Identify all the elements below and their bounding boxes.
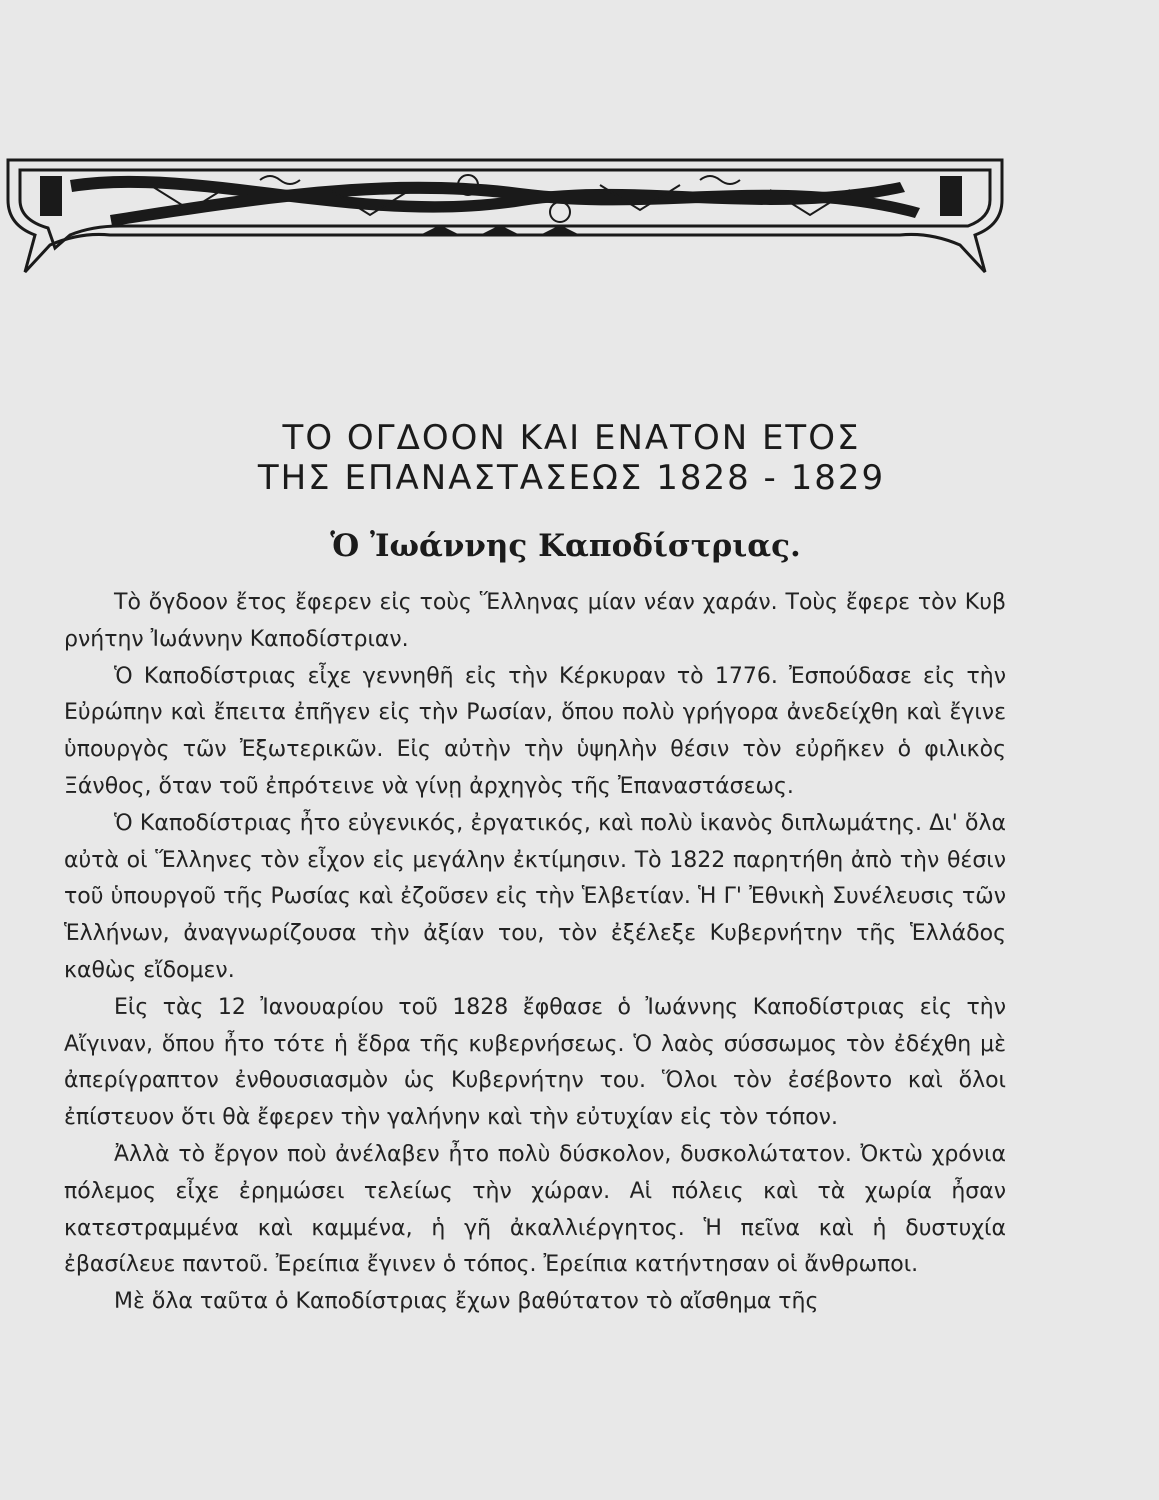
paragraph: Ὁ Καποδίστριας εἶχε γεννηθῆ εἰς τὴν Κέρκυραν τὸ 1776. Ἐσπούδασε εἰς τὴν Εὐρώπην καὶ ἔπειτα ἐπῆγεν εἰς τὴν Ρωσίαν, ὅπου πολὺ γρήγορα ἀνεδείχθη καὶ ἔγινε ὑπουργὸς τῶν Ἐξωτερικῶν. Εἰς αὐτὴν τὴν ὑψηλὴν θέσιν τὸν εὐρῆκεν ὁ φιλικὸς Ξάνθος, ὅταν τοῦ ἐπρότεινε νὰ γίνῃ ἀρχηγὸς τῆς Ἐπαναστάσεως. [64, 663, 1006, 799]
paragraph: Τὸ ὄγδοον ἔτος ἔφερεν εἰς τοὺς Ἕλληνας μίαν νέαν χαράν. Τοὺς ἔφερε τὸν Κυβ ρνήτην Ἰωάννην Καποδίστριαν. [64, 590, 1006, 652]
section-subtitle: Ὁ Ἰωάννης Καποδίστριας. [330, 528, 801, 564]
body-text [64, 585, 1006, 1321]
paragraph: Εἰς τὰς 12 Ἰανουαρίου τοῦ 1828 ἔφθασε ὁ Ἰωάννης Καποδίστριας εἰς τὴν Αἴγιναν, ὅπου ἦτο τότε ἡ ἕδρα τῆς κυβερνήσεως. Ὁ λαὸς σύσσωμος τὸν ἐδέχθη μὲ ἀπερίγραπτον ἐνθουσιασμὸν ὡς Κυβερνήτην του. Ὅλοι τὸν ἐσέβοντο καὶ ὅλοι ἐπίστευον ὅτι θὰ ἔφερεν τὴν γαλήνην καὶ τὴν εὐτυχίαν εἰς τὸν τόπον. [64, 994, 1006, 1131]
paragraph: Ἀλλὰ τὸ ἔργον ποὺ ἀνέλαβεν ἦτο πολὺ δύσκολον, δυσκολώτατον. Ὀκτὼ χρόνια πόλεμος εἶχε ἐρημώσει τελείως τὴν χώραν. Αἱ πόλεις καὶ τὰ χωρία ἦσαν κατεστραμμένα καὶ καμμένα, ἡ γῆ ἀκαλλιέργητος. Ἡ πεῖνα καὶ ἡ δυστυχία ἐβασίλευε παντοῦ. Ἐρείπια ἔγινεν ὁ τόπος. Ἐρείπια κατήντησαν οἱ ἄνθρωποι. [64, 1141, 1006, 1278]
chapter-title-line-1: ΤΟ ΟΓΔΟΟΝ ΚΑΙ ΕΝΑΤΟΝ ΕΤΟΣ [282, 418, 861, 458]
paragraph: Ὁ Καποδίστριας ἦτο εὐγενικός, ἐργατικός, καὶ πολὺ ἱκανὸς διπλωμάτης. Δι' ὅλα αὐτὰ οἱ Ἕλληνες τὸν εἶχον εἰς μεγάλην ἐκτίμησιν. Τὸ 1822 παρητήθη ἀπὸ τὴν θέσιν τοῦ ὑπουργοῦ τῆς Ρωσίας καὶ ἐζοῦσεν εἰς τὴν Ἑλβετίαν. Ἡ Γ' Ἐθνικὴ Συνέλευσις τῶν Ἑλλήνων, ἀναγνωρίζουσα τὴν ἀξίαν του, τὸν ἐξέλεξε Κυβερνήτην τῆς Ἑλλάδος καθὼς εἴδομεν. [64, 810, 1006, 983]
chapter-title-line-2: ΤΗΣ ΕΠΑΝΑΣΤΑΣΕΩΣ 1828 - 1829 [257, 458, 886, 498]
paragraph: Μὲ ὅλα ταῦτα ὁ Καποδίστριας ἔχων βαθύτατον τὸ αἴσθημα τῆς [114, 1289, 819, 1315]
decorative-header-ornament-icon [0, 140, 1010, 275]
chapter-title [0, 418, 1159, 498]
